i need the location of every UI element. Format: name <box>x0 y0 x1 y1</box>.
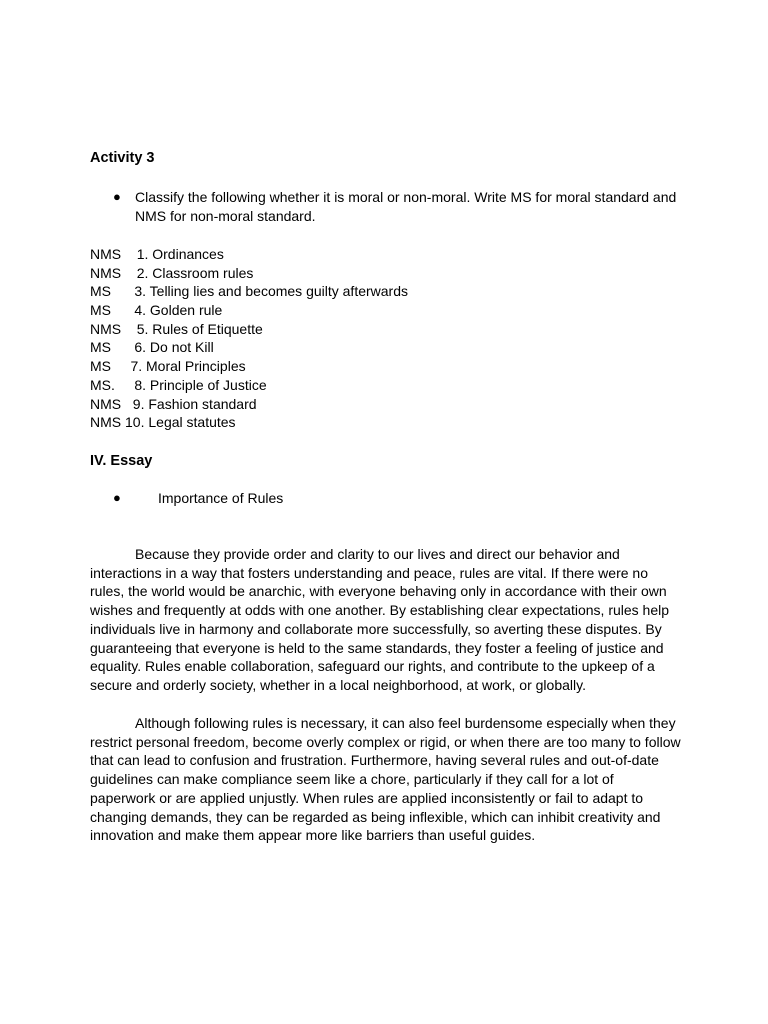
list-item <box>90 395 408 414</box>
essay-topic: Importance of Rules <box>158 490 284 506</box>
item-answer: MS <box>90 339 111 356</box>
item-answer: NMS <box>90 246 122 262</box>
instruction-text: Classify the following whether it is moral or non-moral. Write MS for moral standard and NMS for non-moral standard. <box>135 189 677 224</box>
item-answer: MS <box>90 358 111 375</box>
list-item <box>90 338 408 357</box>
list-item <box>90 376 408 395</box>
classification-list <box>90 245 408 432</box>
item-text: 1. Ordinances <box>136 246 224 262</box>
item-answer: MS <box>90 283 111 300</box>
item-answer: NMS <box>90 395 122 412</box>
essay-topic-bullet <box>113 489 693 508</box>
item-answer: MS. <box>90 376 115 393</box>
item-text: 5. Rules of Etiquette <box>136 320 263 337</box>
list-item <box>90 357 408 376</box>
item-answer: NMS <box>90 320 122 337</box>
item-text: 7. Moral Principles <box>130 358 246 375</box>
essay-paragraph-1: Because they provide order and clarity to our lives and direct our behavior and interactions in a way that fosters understanding and peace, rules are vital. If there were no rules, the world would be anarchic, with everyone behaving only in accordance with their own wishes and frequently at odds with one another. By establishing clear expectations, rules help individuals live in harmony and collaborate more successfully, so averting these disputes. By guaranteeing that everyone is held to the same standards, they foster a feeling of justice and equality. Rules enable collaboration, safeguard our rights, and contribute to the upkeep of a secure and orderly society, whether in a local neighborhood, at work, or globally. <box>90 546 670 693</box>
item-text: 6. Do not Kill <box>134 339 214 356</box>
essay-title: IV. Essay <box>90 453 153 469</box>
item-answer: NMS <box>90 414 122 431</box>
item-text: 4. Golden rule <box>134 302 223 319</box>
item-text: 3. Telling lies and becomes guilty afterwards <box>134 283 409 300</box>
list-item <box>90 320 408 339</box>
bullet-dot: ● <box>113 189 121 204</box>
list-item <box>90 245 408 264</box>
item-text: 2. Classroom rules <box>136 264 254 281</box>
bullet-dot: ● <box>113 490 121 505</box>
instruction-bullet <box>113 188 693 225</box>
item-answer: NMS <box>90 264 122 281</box>
list-item <box>90 264 408 283</box>
list-item <box>90 301 408 320</box>
item-text: 9. Fashion standard <box>132 395 257 412</box>
item-text: 10. Legal statutes <box>125 414 236 431</box>
activity-title: Activity 3 <box>90 150 155 166</box>
list-item <box>90 413 408 432</box>
item-text: 8. Principle of Justice <box>134 376 267 393</box>
list-item <box>90 282 408 301</box>
item-answer: MS <box>90 302 111 319</box>
essay-paragraph-2: Although following rules is necessary, it can also feel burdensome especially when they restrict personal freedom, become overly complex or rigid, or when there are too many to follow that can lead to confusion and frustration. Furthermore, having several rules and out-of-date guidelines can make compliance seem like a chore, particularly if they call for a lot of paperwork or are applied unjustly. When rules are applied inconsistently or fail to adapt to changing demands, they can be regarded as being inflexible, which can inhibit creativity and innovation and make them appear more like barriers than useful guides. <box>90 715 681 844</box>
